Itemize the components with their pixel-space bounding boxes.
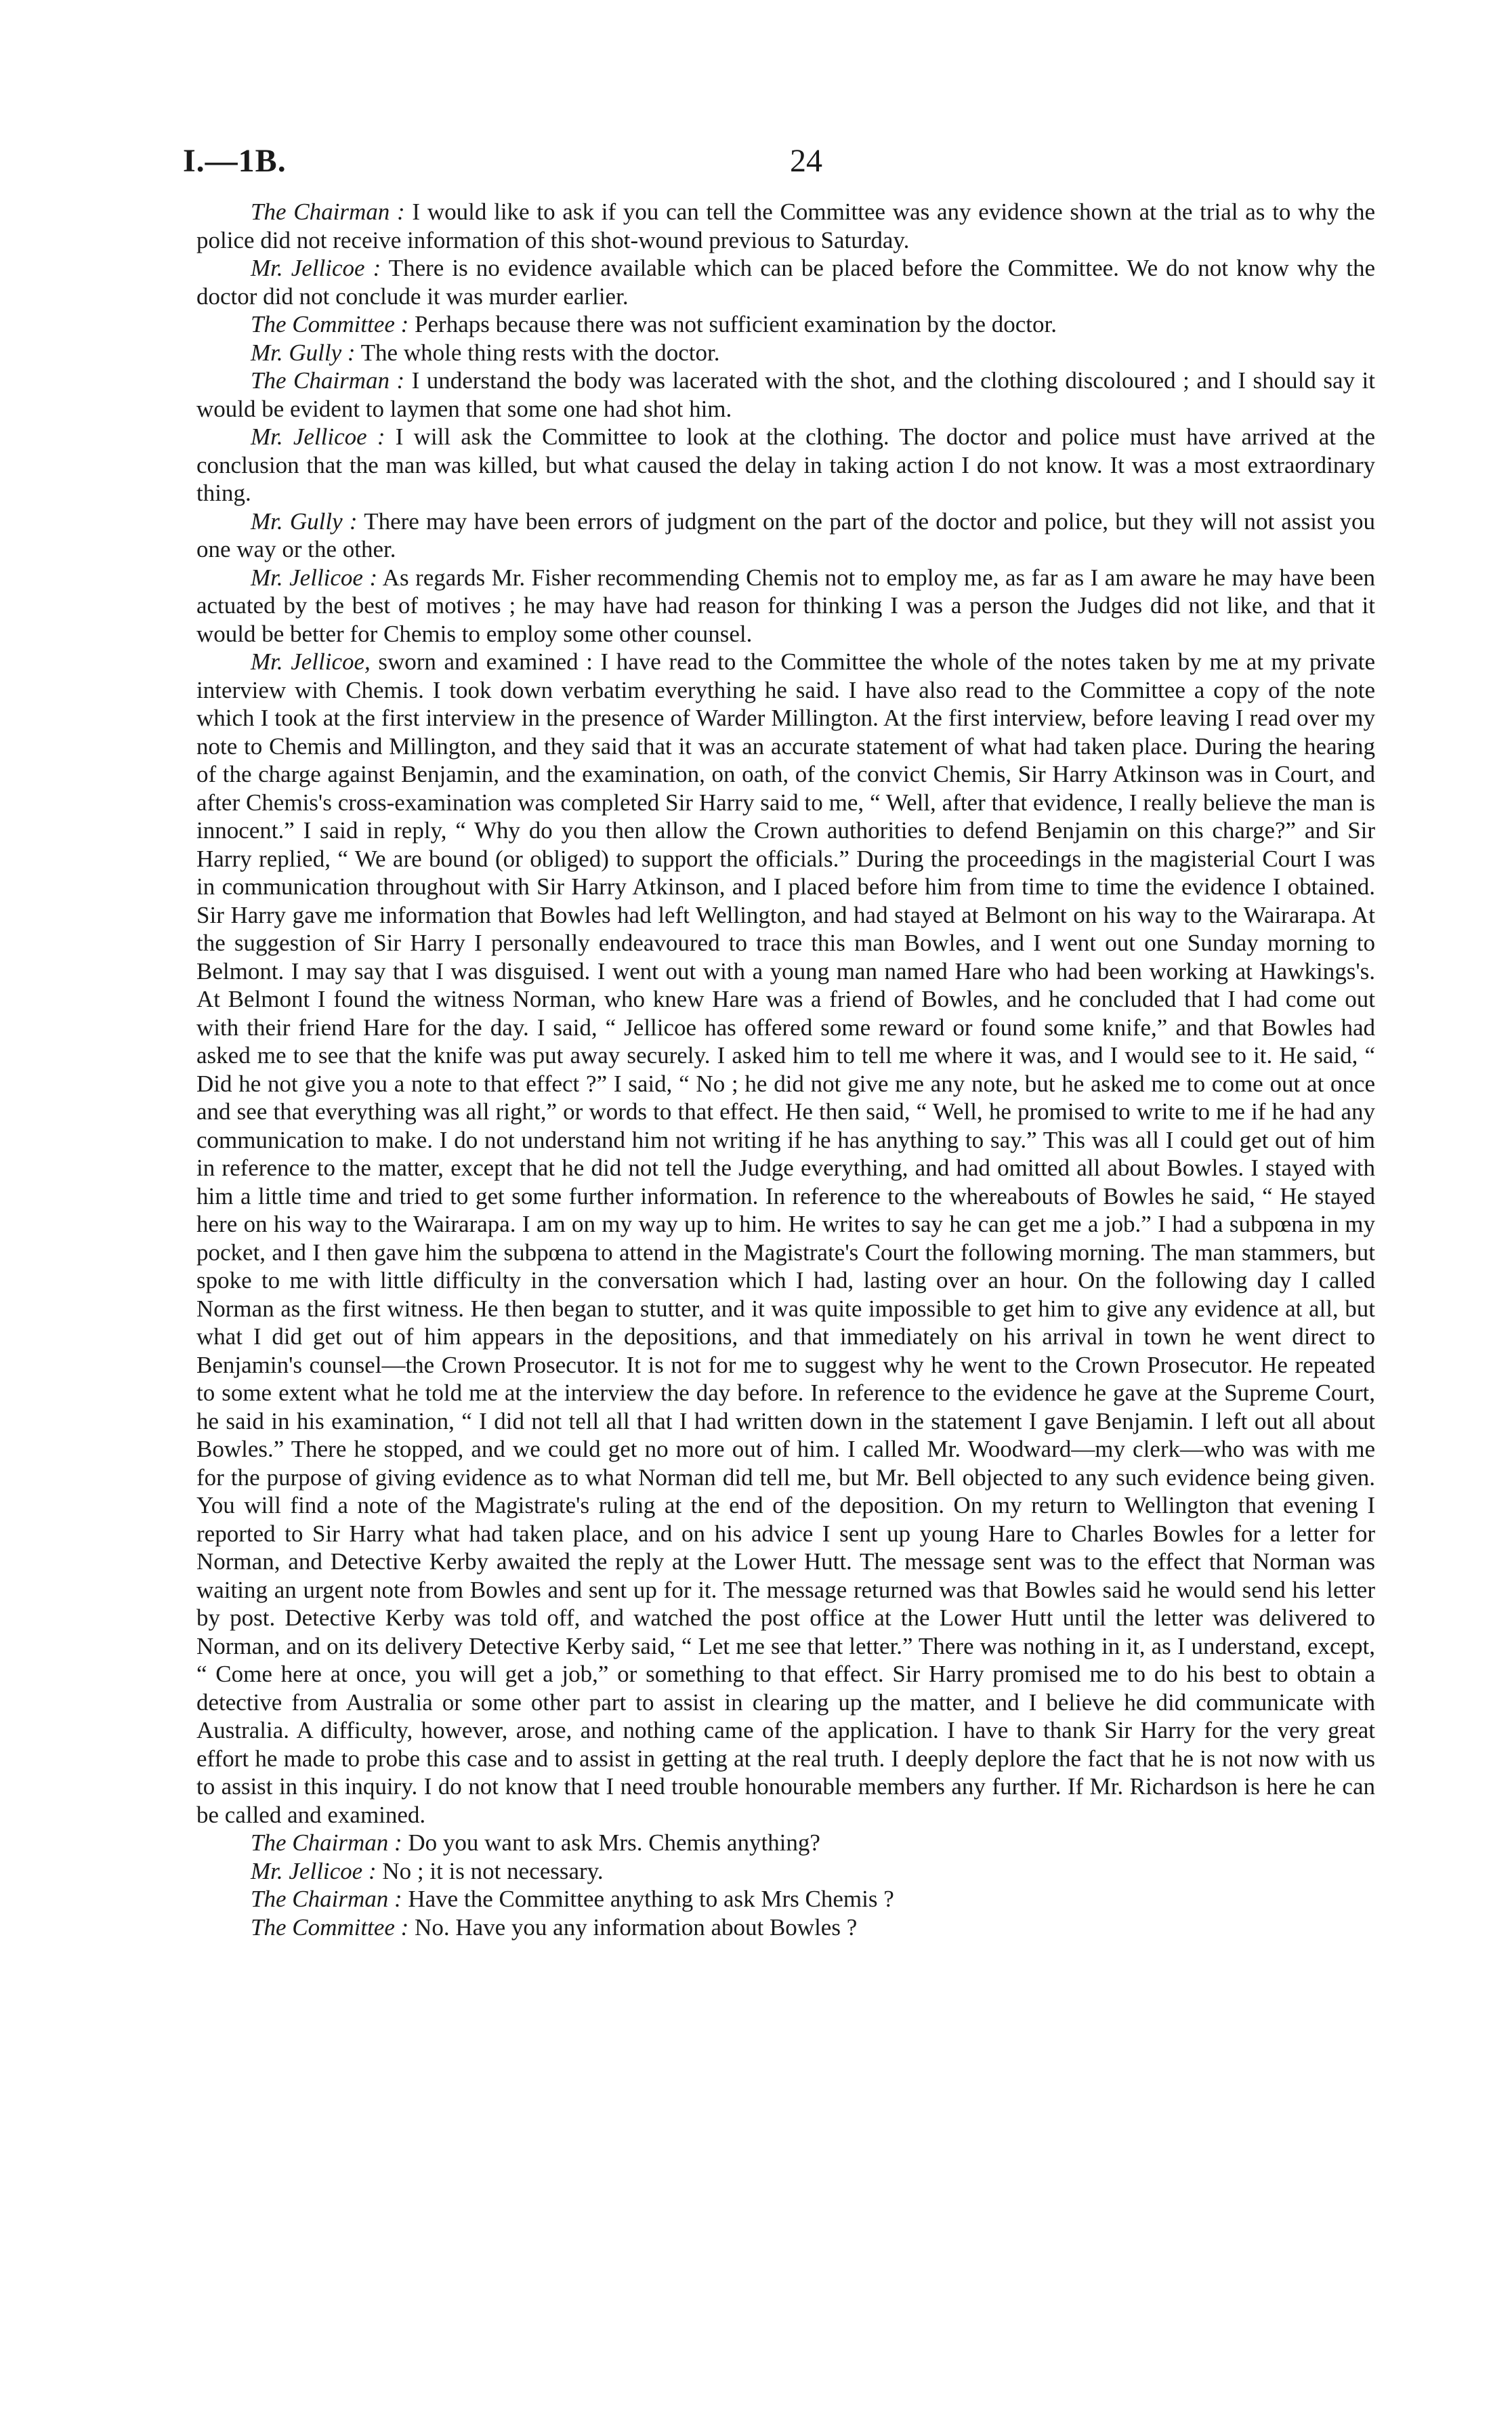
speaker-name: Mr. Jellicoe : (251, 423, 385, 450)
speaker-name: The Committee : (251, 1913, 409, 1941)
paragraph (196, 648, 1375, 1829)
paragraph-text: No. Have you any information about Bowles ? (408, 1913, 858, 1941)
paragraph (196, 310, 1375, 339)
speaker-name: Mr. Jellicoe : (251, 255, 381, 281)
speaker-name: The Chairman : (251, 1829, 402, 1856)
paragraph-text: I would like to ask if you can tell the Committee was any evidence shown at the trial as to why the police did not receive information of this shot-wound previous to Saturday. (196, 199, 1375, 253)
paragraph-text: Perhaps because there was not sufficient examination by the doctor. (408, 311, 1057, 337)
speaker-name: The Chairman : (251, 1886, 402, 1912)
speaker-name: Mr. Jellicoe : (251, 564, 378, 591)
speaker-name: Mr. Jellicoe : (251, 1857, 377, 1884)
paragraph (196, 339, 1375, 367)
paragraph (196, 367, 1375, 423)
paragraph-text: Have the Committee anything to ask Mrs Chemis ? (402, 1886, 894, 1912)
paragraph-text: The whole thing rests with the doctor. (355, 339, 720, 366)
speaker-name: The Chairman : (251, 367, 405, 394)
paragraph-text: As regards Mr. Fisher recommending Chemis not to employ me, as far as I am aware he may have been actuated by the best of motives ; he may have had reason for thinking I was a person the Judges did not like, and that it would be better for Chemis to employ some other counsel. (196, 564, 1375, 647)
document-code: I.—1B. (183, 143, 287, 179)
paragraph-text: sworn and examined : I have read to the Committee the whole of the notes taken by me at my private interview with Chemis. I took down verbatim everything he said. I have also read to the Committee a copy of the note which I took at the first interview in the presence of Warder Millington. At the first interview, before leaving I read over my note to Chemis and Millington, and they said that it was an accurate statement of what had taken place. During the hearing of the charge against Benjamin, and the examination, on oath, of the convict Chemis, Sir Harry Atkinson was in Court, and after Chemis's cross-examination was completed Sir Harry said to me, “ Well, after that evidence, I really believe the man is innocent.” I said in reply, “ Why do you then allow the Crown authorities to defend Benjamin on this charge?” and Sir Harry replied, “ We are bound (or obliged) to support the officials.” During the proceedings in the magisterial Court I was in communication throughout with Sir Harry Atkinson, and I placed before him from time to time the evidence I obtained. Sir Harry gave me information that Bowles had left Wellington, and had stayed at Belmont on his way to the Wairarapa. At the suggestion of Sir Harry I personally endeavoured to trace this man Bowles, and I went out one Sunday morning to Belmont. I may say that I was disguised. I went out with a young man named Hare who had been working at Hawkings's. At Belmont I found the witness Norman, who knew Hare was a friend of Bowles, and he concluded that I had come out with their friend Hare for the day. I said, “ Jellicoe has offered some reward or found some knife,” and that Bowles had asked me to see that the knife was put away securely. I asked him to tell me where it was, and I would see to it. He said, “ Did he not give you a note to that effect ?” I said, “ No ; he did not give me any note, but he asked me to come out at once and see that everything was all right,” or words to that effect. He then said, “ Well, he promised to write to me if he had any communication to make. I do not understand him not writing if he has anything to say.” This was all I could get out of him in reference to the matter, except that he did not tell the Judge everything, and had omitted all about Bowles. I stayed with him a little time and tried to get some further information. In reference to the whereabouts of Bowles he said, “ He stayed here on his way to the Wairarapa. I am on my way up to him. He writes to say he can get me a job.” I had a subpœna in my pocket, and I then gave him the subpœna to attend in the Magistrate's Court the following morning. The man stammers, but spoke to me with little difficulty in the conversation which I had, lasting over an hour. On the following day I called Norman as the first witness. He then began to stutter, and it was quite impossible to get him to give any evidence at all, but what I did get out of him appears in the depositions, and that immediately on his arrival in town he went direct to Benjamin's counsel—the Crown Prosecutor. It is not for me to suggest why he went to the Crown Prosecutor. He repeated to some extent what he told me at the interview the day before. In reference to the evidence he gave at the Supreme Court, he said in his examination, “ I did not tell all that I had written down in the statement I gave Benjamin. I left out all about Bowles.” There he stopped, and we could get no more out of him. I called Mr. Woodward—my clerk—who was with me for the purpose of giving evidence as to what Norman did tell me, but Mr. Bell objected to any such evidence being given. You will find a note of the Magistrate's ruling at the end of the deposition. On my return to Wellington that evening I reported to Sir Harry what had taken place, and on his advice I sent up young Hare to Charles Bowles for a letter for Norman, and Detective Kerby awaited the reply at the Lower Hutt. The message sent was to the effect that Norman was waiting an urgent note from Bowles and sent up for it. The message returned was that Bowles said he would send his letter by post. Detective Kerby was told off, and watched the post office at the Lower Hutt until the letter was delivered to Norman, and on its delivery Detective Kerby said, “ Let me see that letter.” There was nothing in it, as I understand, except, “ Come here at once, you will get a job,” or something to that effect. Sir Harry promised me to do his best to obtain a detective from Australia or some other part to assist in clearing up the matter, and I believe he did communicate with Australia. A difficulty, however, arose, and nothing came of the application. I have to thank Sir Harry for the very great effort he made to probe this case and to assist in getting at the real truth. I deeply deplore the fact that he is not now with us to assist in this inquiry. I do not know that I need trouble honourable members any further. If Mr. Richardson is here he can be called and examined. (196, 648, 1376, 1828)
paragraph (196, 198, 1375, 254)
speaker-name: The Committee : (251, 311, 409, 337)
transcript-body (196, 198, 1375, 1941)
paragraph-text: I understand the body was lacerated with the shot, and the clothing discoloured ; and I should say it would be evident to laymen that some one had shot him. (196, 367, 1375, 422)
paragraph (196, 1829, 1375, 1857)
paragraph-text: There may have been errors of judgment on the part of the doctor and police, but they will not assist you one way or the other. (196, 507, 1376, 562)
page-number: 24 (790, 143, 822, 179)
paragraph-text: I will ask the Committee to look at the clothing. The doctor and police must have arrived at the conclusion that the man was killed, but what caused the delay in taking action I do not know. It was a most extraordinary thing. (196, 423, 1375, 506)
paragraph-text: There is no evidence available which can be placed before the Committee. We do not know why the doctor did not conclude it was murder earlier. (196, 255, 1375, 310)
paragraph-text: No ; it is not necessary. (376, 1857, 604, 1884)
paragraph (196, 1857, 1375, 1886)
paragraph-text: Do you want to ask Mrs. Chemis anything? (402, 1829, 820, 1856)
paragraph (196, 1885, 1375, 1913)
paragraph (196, 564, 1375, 648)
page-header (183, 136, 1375, 183)
speaker-name: Mr. Gully : (251, 339, 356, 366)
paragraph (196, 423, 1375, 507)
paragraph (196, 254, 1375, 310)
speaker-name: The Chairman : (251, 199, 405, 225)
paragraph (196, 1913, 1375, 1942)
document-page (183, 136, 1376, 1941)
paragraph (196, 507, 1375, 564)
speaker-name: Mr. Jellicoe, (251, 648, 371, 675)
speaker-name: Mr. Gully : (251, 507, 358, 535)
